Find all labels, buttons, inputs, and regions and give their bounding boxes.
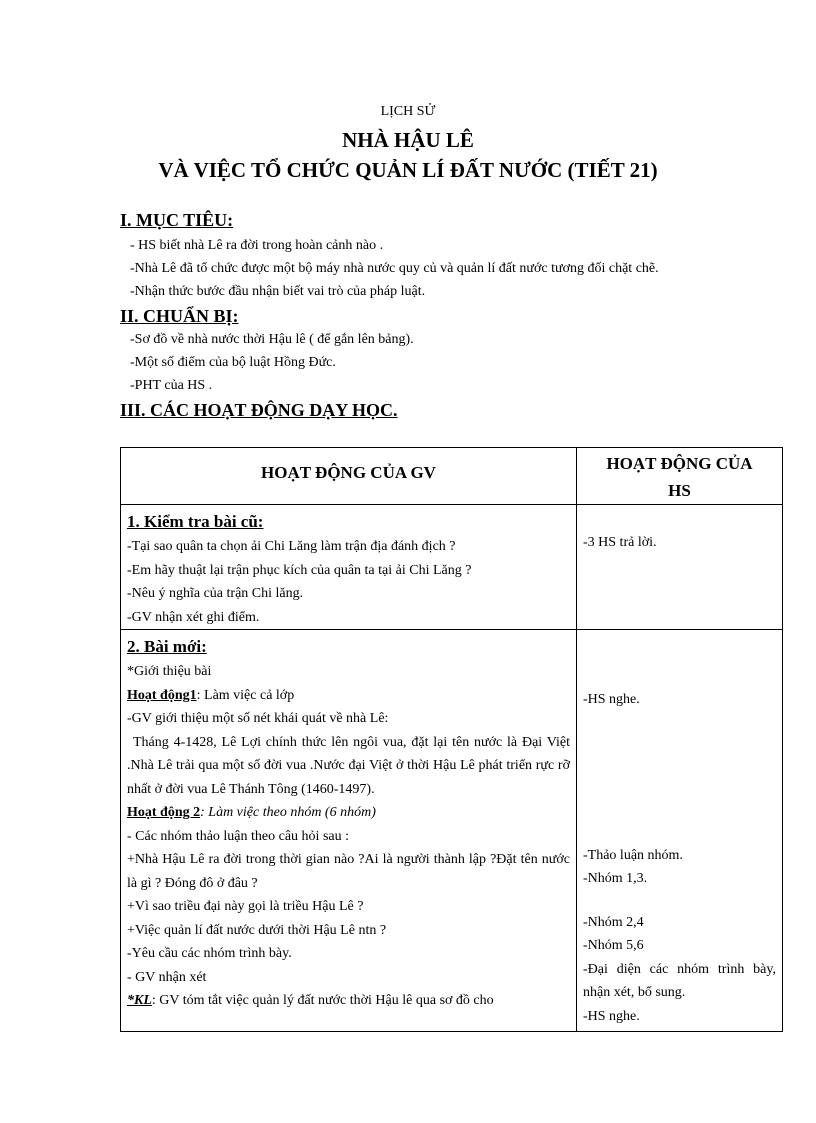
objective-item: -Nhận thức bước đầu nhận biết vai trò của pháp luật. bbox=[130, 284, 426, 299]
discussion-line: +Vì sao triều đại này gọi là triều Hậu Lê ? bbox=[127, 899, 364, 914]
question-line: -Em hãy thuật lại trận phục kích của quân ta tại ải Chi Lăng ? bbox=[127, 562, 472, 578]
activity-1-line: Hoạt động1: Làm việc cả lớp bbox=[127, 687, 295, 703]
discussion-line: - Các nhóm thảo luận theo câu hỏi sau : bbox=[127, 828, 349, 844]
preparation-item: -PHT của HS . bbox=[130, 378, 213, 393]
question-line: -Tại sao quân ta chọn ải Chi Lăng làm trận địa đánh địch ? bbox=[127, 539, 456, 554]
hs-line: -HS nghe. bbox=[583, 1008, 640, 1024]
gv-cell-review bbox=[121, 505, 577, 630]
discussion-line: -Yêu cầu các nhóm trình bày. bbox=[127, 946, 292, 961]
section-heading-preparation: II. CHUẨN BỊ: bbox=[120, 306, 239, 326]
hs-column-header: HOẠT ĐỘNG CỦA HS bbox=[577, 448, 783, 505]
question-line: -GV nhận xét ghi điểm. bbox=[127, 609, 260, 625]
section-heading-objectives: I. MỤC TIÊU: bbox=[120, 210, 234, 230]
hs-cell-new-lesson bbox=[577, 630, 783, 1032]
discussion-line: +Việc quản lí đất nước dưới thời Hậu Lê ntn ? bbox=[127, 922, 387, 938]
hs-line: -Nhóm 2,4 bbox=[583, 914, 644, 930]
preparation-item: -Sơ đồ về nhà nước thời Hậu lê ( để gắn lên bảng). bbox=[130, 332, 414, 347]
title-line-1: NHÀ HẬU LÊ bbox=[342, 128, 474, 152]
hs-line: -Nhóm 1,3. bbox=[583, 871, 648, 886]
activity-2-label: Hoạt động 2 bbox=[127, 805, 201, 820]
activity-1-label: Hoạt động1 bbox=[127, 687, 197, 703]
history-paragraph: Tháng 4-1428, Lê Lợi chính thức lên ngôi vua, đặt lại tên nước là Đại Việt .Nhà Lê trải qua một số đời vua .Nước đại Việt ở thời Hậu Lê phát triển rực rỡ nhất ở đời vua Lê Thánh Tông (1460-1497). bbox=[127, 734, 570, 797]
discussion-line: - GV nhận xét bbox=[127, 969, 207, 985]
subject-label: LỊCH SỬ bbox=[380, 104, 436, 119]
objective-item: -Nhà Lê đã tổ chức được một bộ máy nhà nước quy củ và quản lí đất nước tương đối chặt chẽ. bbox=[130, 261, 659, 276]
preparation-item: -Một số điểm của bộ luật Hồng Đức. bbox=[130, 355, 336, 370]
objective-item: - HS biết nhà Lê ra đời trong hoàn cảnh nào . bbox=[130, 238, 384, 253]
hs-line: -HS nghe. bbox=[583, 692, 640, 707]
conclusion-line: *KL: GV tóm tắt việc quản lý đất nước thời Hậu lê qua sơ đồ cho bbox=[127, 993, 494, 1008]
title-line-2: VÀ VIỆC TỔ CHỨC QUẢN LÍ ĐẤT NƯỚC (TIẾT 21) bbox=[158, 158, 658, 182]
activity-2-line: Hoạt động 2: Làm việc theo nhóm (6 nhóm) bbox=[127, 805, 376, 820]
intro-line: *Giới thiệu bài bbox=[127, 664, 212, 679]
gv-cell-new-lesson bbox=[121, 630, 577, 1032]
hs-cell-review bbox=[577, 505, 783, 630]
review-title: 1. Kiểm tra bài cũ: bbox=[127, 512, 264, 531]
activity-1-gv-line: -GV giới thiệu một số nét khái quát về nhà Lê: bbox=[127, 711, 389, 726]
question-line: -Nêu ý nghĩa của trận Chi lăng. bbox=[127, 586, 304, 601]
table-header-row bbox=[121, 448, 783, 505]
hs-line: -Nhóm 5,6 bbox=[583, 938, 644, 953]
hs-answer: -3 HS trả lời. bbox=[583, 535, 657, 550]
new-lesson-title: 2. Bài mới: bbox=[127, 637, 207, 656]
section-heading-activities: III. CÁC HOẠT ĐỘNG DẠY HỌC. bbox=[120, 400, 398, 420]
gv-column-header: HOẠT ĐỘNG CỦA GV bbox=[121, 448, 577, 505]
conclusion-label: *KL bbox=[127, 993, 152, 1008]
table-row bbox=[121, 630, 783, 1032]
hs-line: -Đại diện các nhóm trình bày, nhận xét, bổ sung. bbox=[583, 961, 776, 1000]
hs-line: -Thảo luận nhóm. bbox=[583, 847, 683, 863]
discussion-line: +Nhà Hậu Lê ra đời trong thời gian nào ?Ai là người thành lập ?Đặt tên nước là gì ? Đóng đô ở đâu ? bbox=[127, 852, 570, 891]
lesson-plan-table bbox=[120, 447, 783, 1032]
table-row bbox=[121, 505, 783, 630]
